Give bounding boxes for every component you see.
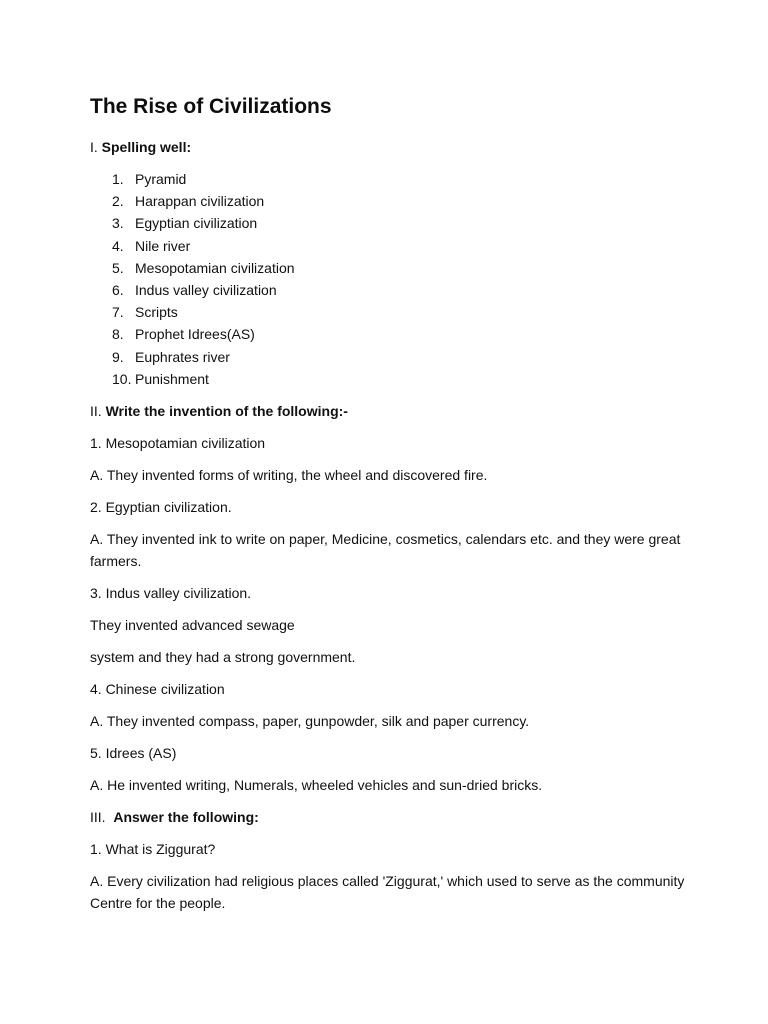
section-3-question-1: 1. What is Ziggurat? <box>90 841 216 858</box>
list-item-number: 7. <box>112 304 124 321</box>
list-item-text: Egyptian civilization <box>135 215 258 232</box>
answer-3-line-1: They invented advanced sewage <box>90 617 295 634</box>
list-item <box>90 368 690 390</box>
answer-1: A. They invented forms of writing, the wheel and discovered fire. <box>90 467 488 484</box>
list-item-text: Pyramid <box>135 171 187 187</box>
question-2: 2. Egyptian civilization. <box>90 499 232 516</box>
list-item-number: 3. <box>112 215 124 232</box>
section-1-heading <box>90 136 690 158</box>
section-3-answer-1: A. Every civilization had religious places called 'Ziggurat,' which used to serve as the community Centre for the people. <box>90 873 685 912</box>
question-4: 4. Chinese civilization <box>90 681 225 698</box>
list-item-number: 9. <box>112 348 124 365</box>
list-item <box>90 257 690 279</box>
list-item-text: Euphrates river <box>135 348 230 365</box>
list-item-number: 1. <box>112 171 124 187</box>
answer-3-line-2: system and they had a strong government. <box>90 649 356 666</box>
section-2-numeral: II. <box>90 403 102 420</box>
section-2-title: Write the invention of the following:- <box>105 403 348 420</box>
list-item <box>90 168 690 190</box>
section-1-title: Spelling well: <box>101 139 192 155</box>
document-page <box>90 93 690 924</box>
list-item-text: Prophet Idrees(AS) <box>135 326 255 343</box>
section-3-heading <box>90 806 690 828</box>
list-item-text: Scripts <box>135 304 178 321</box>
list-item <box>90 279 690 301</box>
list-item-number: 8. <box>112 326 124 343</box>
spelling-list <box>90 168 690 390</box>
list-item <box>90 301 690 323</box>
section-1-numeral: I. <box>90 139 98 155</box>
list-item-text: Harappan civilization <box>135 193 265 210</box>
list-item-text: Indus valley civilization <box>135 282 277 299</box>
section-3-title: Answer the following: <box>113 809 259 826</box>
list-item <box>90 346 690 368</box>
list-item-number: 10. <box>112 370 132 387</box>
list-item-number: 5. <box>112 259 124 276</box>
list-item-text: Nile river <box>135 237 191 254</box>
list-item <box>90 212 690 234</box>
list-item-number: 2. <box>112 193 124 210</box>
list-item <box>90 323 690 345</box>
section-3-numeral: III. <box>90 809 106 826</box>
answer-5: A. He invented writing, Numerals, wheeled vehicles and sun-dried bricks. <box>90 777 543 794</box>
document-title: The Rise of Civilizations <box>90 95 332 118</box>
list-item <box>90 190 690 212</box>
answer-2: A. They invented ink to write on paper, Medicine, cosmetics, calendars etc. and they were great farmers. <box>90 531 681 570</box>
question-3: 3. Indus valley civilization. <box>90 585 252 602</box>
list-item-number: 4. <box>112 237 124 254</box>
section-2-heading <box>90 400 690 422</box>
question-1: 1. Mesopotamian civilization <box>90 435 266 452</box>
list-item-number: 6. <box>112 282 124 299</box>
answer-4: A. They invented compass, paper, gunpowder, silk and paper currency. <box>90 713 530 730</box>
list-item-text: Punishment <box>135 370 209 387</box>
list-item-text: Mesopotamian civilization <box>135 259 295 276</box>
list-item <box>90 235 690 257</box>
question-5: 5. Idrees (AS) <box>90 745 177 762</box>
